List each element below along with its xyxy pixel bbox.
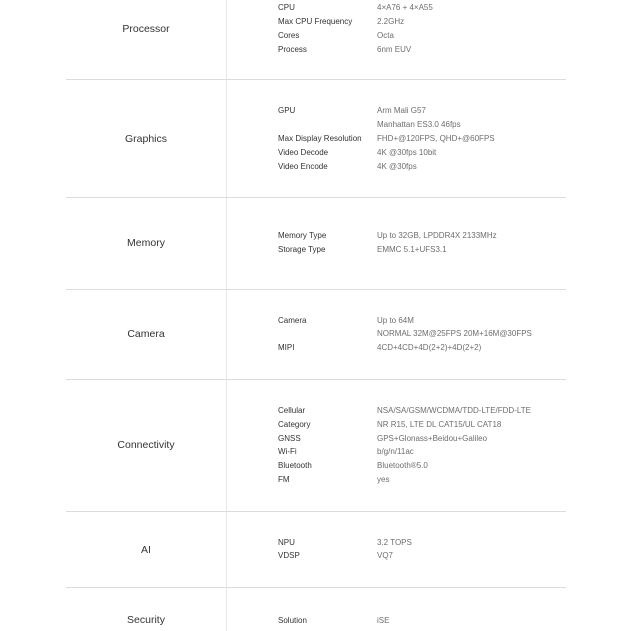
spec-value: 3.2 TOPS	[377, 538, 412, 547]
spec-key: VDSP	[278, 551, 300, 560]
spec-key: GNSS	[278, 434, 301, 443]
section-camera	[66, 290, 566, 380]
spec-value: Bluetooth®5.0	[377, 461, 428, 470]
spec-key: Max CPU Frequency	[278, 17, 353, 26]
spec-key: Memory Type	[278, 231, 327, 240]
spec-key: FM	[278, 475, 290, 484]
spec-key: MIPI	[278, 343, 295, 352]
spec-value: EMMC 5.1+UFS3.1	[377, 245, 447, 254]
spec-value: 6nm EUV	[377, 45, 412, 54]
spec-key: Max Display Resolution	[278, 134, 362, 143]
spec-value: Up to 64M	[377, 316, 414, 325]
category-label: AI	[141, 544, 151, 556]
spec-key: Storage Type	[278, 245, 326, 254]
spec-key: Camera	[278, 316, 307, 325]
section-security	[66, 588, 566, 631]
spec-value: 4K @30fps	[377, 162, 417, 171]
spec-value: Octa	[377, 31, 394, 40]
spec-value: yes	[377, 475, 390, 484]
section-memory	[66, 198, 566, 290]
spec-value: 2.2GHz	[377, 17, 405, 26]
spec-key: CPU	[278, 3, 295, 12]
section-graphics	[66, 80, 566, 198]
category-label: Camera	[127, 328, 165, 340]
spec-value: FHD+@120FPS, QHD+@60FPS	[377, 134, 495, 143]
spec-value: NR R15, LTE DL CAT15/UL CAT18	[377, 420, 502, 429]
spec-key: Cores	[278, 31, 300, 40]
spec-value: Manhattan ES3.0 46fps	[377, 120, 461, 129]
spec-key: GPU	[278, 106, 296, 115]
spec-value: Arm Mali G57	[377, 106, 426, 115]
spec-value: GPS+Glonass+Beidou+Galileo	[377, 434, 488, 443]
spec-value: 4CD+4CD+4D(2+2)+4D(2+2)	[377, 343, 482, 352]
spec-key: Cellular	[278, 406, 306, 415]
spec-value: Up to 32GB, LPDDR4X 2133MHz	[377, 231, 497, 240]
spec-value: NSA/SA/GSM/WCDMA/TDD-LTE/FDD-LTE	[377, 406, 531, 415]
spec-key: Wi-Fi	[278, 447, 297, 456]
spec-value: 4K @30fps 10bit	[377, 148, 437, 157]
category-label: Connectivity	[117, 439, 175, 451]
category-label: Graphics	[124, 133, 167, 145]
spec-key: Video Decode	[278, 148, 329, 157]
spec-key: Solution	[278, 616, 307, 625]
spec-value: NORMAL 32M@25FPS 20M+16M@30FPS	[377, 329, 532, 338]
category-label: Security	[127, 614, 165, 626]
spec-value: iSE	[377, 616, 390, 625]
category-label: Memory	[127, 237, 165, 249]
section-connectivity	[66, 380, 566, 512]
spec-key: Process	[278, 45, 307, 54]
spec-value: 4×A76 + 4×A55	[377, 3, 433, 12]
spec-key: NPU	[278, 538, 295, 547]
section-processor	[66, 0, 566, 80]
spec-value: VQ7	[377, 551, 394, 560]
spec-key: Video Encode	[278, 162, 328, 171]
spec-value: b/g/n/11ac	[377, 447, 414, 456]
spec-key: Category	[278, 420, 311, 429]
category-label: Processor	[122, 23, 170, 35]
spec-key: Bluetooth	[278, 461, 312, 470]
section-ai	[66, 512, 566, 588]
